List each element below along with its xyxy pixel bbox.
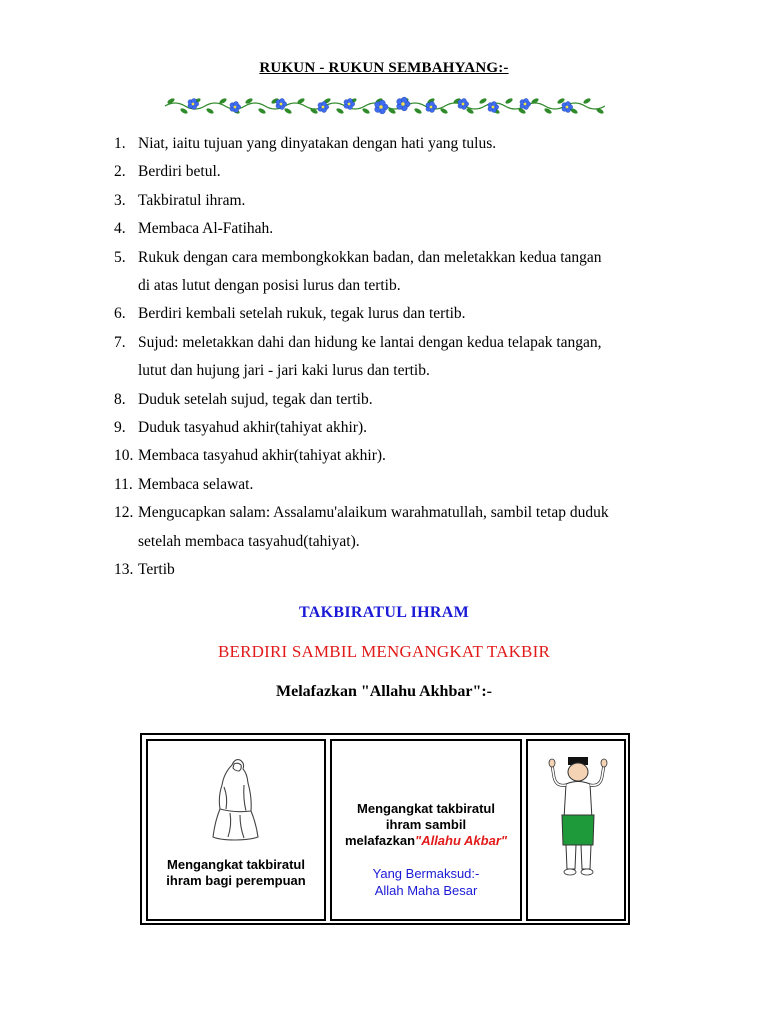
meaning-caption: Yang Bermaksud:- Allah Maha Besar [372, 866, 480, 898]
section-heading: TAKBIRATUL IHRAM [298, 604, 469, 621]
rule-item [114, 187, 714, 215]
man-praying-icon [546, 755, 612, 877]
rule-item [114, 130, 714, 158]
rule-text-continuation: di atas lutut dengan posisi lurus dan tertib. [138, 277, 401, 295]
rule-item [114, 386, 714, 414]
rukun-list [114, 130, 714, 585]
rule-item [114, 215, 714, 243]
table-cell-men [526, 739, 626, 921]
rule-text: Membaca tasyahud akhir(tahiyat akhir). [138, 447, 386, 465]
woman-praying-icon [210, 757, 260, 841]
rule-number: 11. [114, 475, 133, 493]
rule-number: 12. [114, 504, 134, 522]
rule-text: Mengucapkan salam: Assalamu'alaikum warahmatullah, sambil tetap duduk [138, 504, 609, 522]
rule-item [114, 244, 714, 301]
rule-item [114, 556, 714, 584]
flower-vine-icon [163, 92, 605, 118]
rule-text: Takbiratul ihram. [138, 191, 246, 209]
rule-number: 9. [114, 419, 126, 437]
rule-item [114, 414, 714, 442]
rule-text: Membaca selawat. [138, 475, 254, 493]
table-cell-center [330, 739, 522, 921]
rule-number: 13. [114, 561, 134, 579]
rule-number: 2. [114, 163, 126, 181]
rule-item [114, 158, 714, 186]
rule-number: 7. [114, 333, 126, 351]
rule-text: Sujud: meletakkan dahi dan hidung ke lantai dengan kedua telapak tangan, [138, 333, 602, 351]
section-intro: Melafazkan "Allahu Akhbar":- [275, 683, 492, 700]
takbir-table [140, 733, 630, 925]
rule-item [114, 300, 714, 328]
table-cell-women [146, 739, 326, 921]
rule-text: Membaca Al-Fatihah. [138, 220, 274, 238]
center-caption: Mengangkat takbiratul ihram sambil melafazkan"Allahu Akbar" [344, 801, 508, 848]
rule-item [114, 329, 714, 386]
women-caption: Mengangkat takbiratul ihram bagi perempuan [166, 857, 306, 888]
rule-text: Niat, iaitu tujuan yang dinyatakan dengan hati yang tulus. [138, 135, 497, 152]
rule-text: Rukuk dengan cara membongkokkan badan, dan meletakkan kedua tangan [138, 248, 602, 266]
rule-text: Tertib [138, 561, 175, 579]
rule-text: Duduk tasyahud akhir(tahiyat akhir). [138, 419, 367, 437]
section-subheading: BERDIRI SAMBIL MENGANGKAT TAKBIR [218, 642, 550, 661]
rule-number: 8. [114, 390, 126, 408]
rule-item [114, 499, 714, 556]
rule-text-continuation: lutut dan hujung jari - jari kaki lurus dan tertib. [138, 362, 430, 380]
rule-text: Berdiri betul. [138, 163, 221, 181]
allahu-akbar-highlight: "Allahu Akbar" [415, 833, 508, 848]
rule-number: 5. [114, 248, 126, 266]
rule-number: 1. [114, 135, 126, 152]
rule-item [114, 442, 714, 470]
rule-item [114, 471, 714, 499]
rule-number: 3. [114, 191, 126, 209]
rule-text: Duduk setelah sujud, tegak dan tertib. [138, 390, 373, 408]
rule-number: 10. [114, 447, 134, 465]
rule-number: 6. [114, 305, 126, 323]
rule-text-continuation: setelah membaca tasyahud(tahiyat). [138, 532, 360, 550]
rule-text: Berdiri kembali setelah rukuk, tegak lurus dan tertib. [138, 305, 466, 323]
page-title: RUKUN - RUKUN SEMBAHYANG:- [259, 60, 509, 76]
rule-number: 4. [114, 220, 126, 238]
